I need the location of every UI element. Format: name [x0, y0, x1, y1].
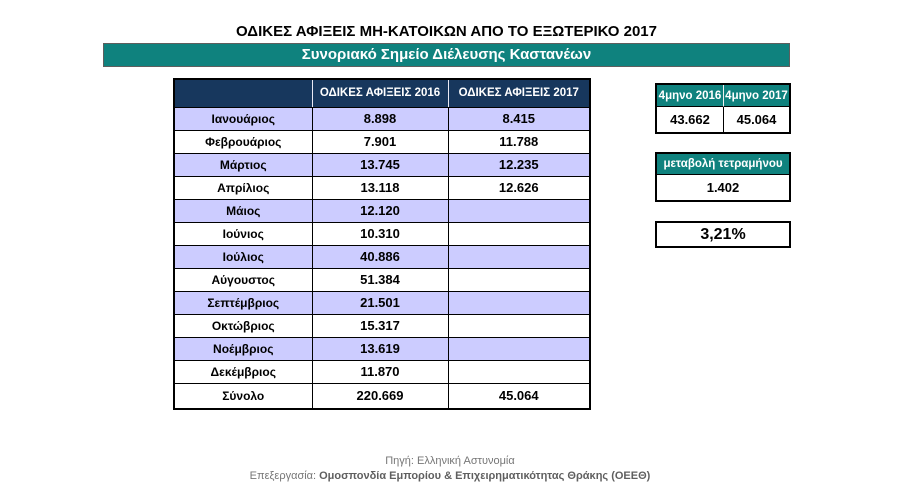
table-row: [174, 176, 590, 199]
month-cell: Ιούλιος: [174, 245, 312, 268]
value-2017-cell: [448, 337, 590, 360]
column-header-2016: ΟΔΙΚΕΣ ΑΦΙΞΕΙΣ 2016: [312, 79, 448, 107]
month-cell: Ιανουάριος: [174, 107, 312, 130]
value-2017-cell: 8.415: [448, 107, 590, 130]
value-2017-cell: 12.626: [448, 176, 590, 199]
table-row: [174, 291, 590, 314]
footer-processing-line: [0, 469, 900, 484]
percent-change-box: [655, 221, 791, 248]
value-2016-cell: 13.745: [312, 153, 448, 176]
table-row: [174, 314, 590, 337]
table-row: [174, 153, 590, 176]
value-2016-cell: 13.619: [312, 337, 448, 360]
table-row: [174, 107, 590, 130]
total-2017-cell: 45.064: [448, 383, 590, 409]
footer-processing-prefix: Επεξεργασία:: [249, 470, 317, 482]
value-2016-cell: 7.901: [312, 130, 448, 153]
percent-change-value: 3,21%: [700, 226, 746, 243]
quad-value-2017: 45.064: [723, 107, 789, 132]
month-cell: Μάρτιος: [174, 153, 312, 176]
table-row: [174, 245, 590, 268]
change-header: μεταβολή τετραμήνου: [657, 154, 789, 175]
value-2016-cell: 15.317: [312, 314, 448, 337]
subtitle-label: Συνοριακό Σημείο Διέλευσης Καστανέων: [301, 46, 592, 63]
month-cell: Μάιος: [174, 199, 312, 222]
table-row: [174, 222, 590, 245]
page-title: ΟΔΙΚΕΣ ΑΦΙΞΕΙΣ ΜΗ-ΚΑΤΟΙΚΩΝ ΑΠΟ ΤΟ ΕΞΩΤΕΡΙΚΟ 2017: [236, 23, 657, 40]
change-box: [655, 152, 791, 202]
value-2016-cell: 8.898: [312, 107, 448, 130]
footer: [0, 454, 900, 484]
value-2017-cell: [448, 314, 590, 337]
table-row: [174, 130, 590, 153]
month-cell: Αύγουστος: [174, 268, 312, 291]
table-row: [174, 337, 590, 360]
month-cell: Οκτώβριος: [174, 314, 312, 337]
quad-header-2016: 4μηνο 2016: [657, 85, 723, 107]
column-header-2017: ΟΔΙΚΕΣ ΑΦΙΞΕΙΣ 2017: [448, 79, 590, 107]
quad-value-2016: 43.662: [657, 107, 723, 132]
value-2016-cell: 13.118: [312, 176, 448, 199]
value-2016-cell: 21.501: [312, 291, 448, 314]
value-2017-cell: [448, 291, 590, 314]
month-cell: Ιούνιος: [174, 222, 312, 245]
table-header-row: [174, 79, 590, 107]
month-cell: Νοέμβριος: [174, 337, 312, 360]
value-2017-cell: [448, 222, 590, 245]
quad-header-2017: 4μηνο 2017: [723, 85, 789, 107]
total-2016-cell: 220.669: [312, 383, 448, 409]
value-2017-cell: 12.235: [448, 153, 590, 176]
value-2016-cell: 12.120: [312, 199, 448, 222]
value-2017-cell: 11.788: [448, 130, 590, 153]
month-cell: Φεβρουάριος: [174, 130, 312, 153]
column-header-month: [174, 79, 312, 107]
footer-processing-org: Ομοσπονδία Εμπορίου & Επιχειρηματικότητας Θράκης (ΟΕΕΘ): [319, 470, 651, 482]
monthly-arrivals-table: [173, 78, 591, 410]
value-2017-cell: [448, 360, 590, 383]
value-2016-cell: 11.870: [312, 360, 448, 383]
month-cell: Απρίλιος: [174, 176, 312, 199]
month-cell: Δεκέμβριος: [174, 360, 312, 383]
value-2016-cell: 10.310: [312, 222, 448, 245]
table-row: [174, 199, 590, 222]
value-2017-cell: [448, 245, 590, 268]
table-row: [174, 360, 590, 383]
table-row: [174, 268, 590, 291]
arrivals-table-body: [174, 107, 590, 383]
subtitle-bar: [103, 43, 790, 67]
footer-source-line: Πηγή: Ελληνική Αστυνομία: [385, 455, 515, 467]
monthly-arrivals-table-wrap: [173, 78, 591, 410]
value-2016-cell: 40.886: [312, 245, 448, 268]
change-value: 1.402: [657, 175, 789, 200]
value-2017-cell: [448, 268, 590, 291]
value-2016-cell: 51.384: [312, 268, 448, 291]
four-month-summary-table: [655, 83, 791, 134]
value-2017-cell: [448, 199, 590, 222]
total-row: [174, 383, 590, 409]
total-label-cell: Σύνολο: [174, 383, 312, 409]
month-cell: Σεπτέμβριος: [174, 291, 312, 314]
